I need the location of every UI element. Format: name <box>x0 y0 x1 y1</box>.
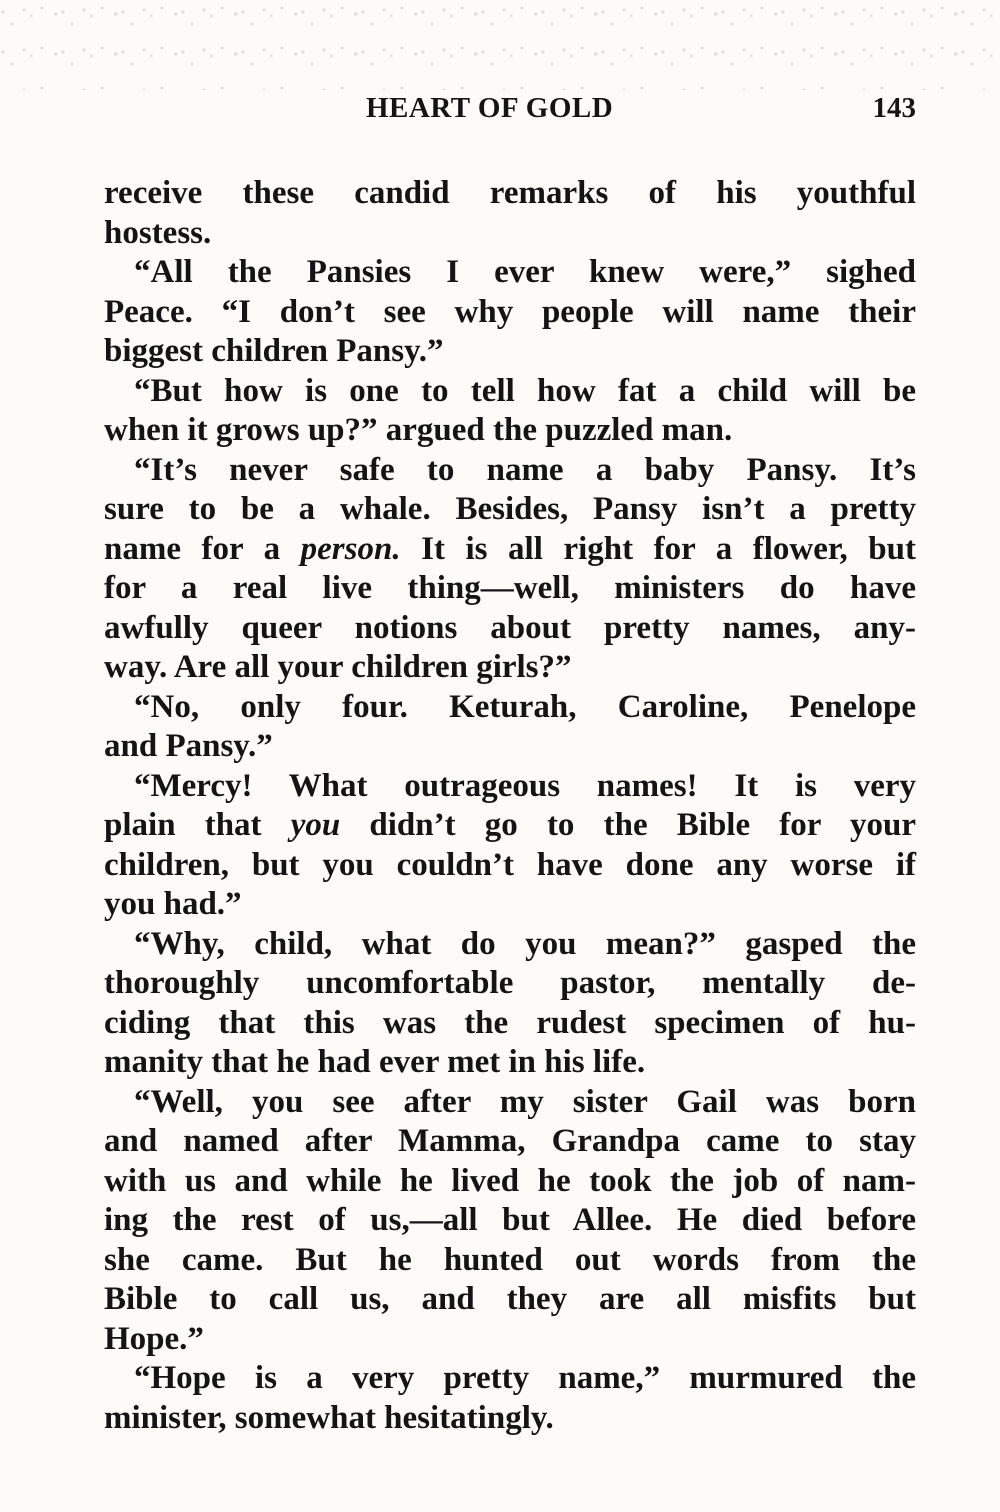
paper-speckle <box>0 0 1000 90</box>
text-line: ing the rest of us,—all but Allee. He died before <box>104 1202 916 1238</box>
text-segment: plain that <box>104 807 291 843</box>
text-line: “No, only four. Keturah, Caroline, Penelope <box>134 688 916 725</box>
text-line: “Well, you see after my sister Gail was born <box>134 1083 916 1120</box>
text-line: thoroughly uncomfortable pastor, mentally de- <box>104 965 916 1001</box>
text-line: biggest children Pansy.” <box>104 333 444 369</box>
text-line: “Hope is a very pretty name,” murmured the <box>134 1360 916 1396</box>
text-line: “It’s never safe to name a baby Pansy. It’s <box>134 451 916 488</box>
text-line: “Why, child, what do you mean?” gasped the <box>134 925 916 962</box>
text-line: and Pansy.” <box>104 728 273 764</box>
text-line: receive these candid remarks of his youthful <box>104 175 916 211</box>
text-line: Hope.” <box>104 1320 204 1357</box>
text-line: for a real live thing—well, ministers do have <box>104 570 916 606</box>
text-line: “Mercy! What outrageous names! It is very <box>134 767 916 804</box>
text-line: when it grows up?” argued the puzzled man. <box>104 412 733 448</box>
text-line: she came. But he hunted out words from the <box>104 1241 916 1278</box>
text-line: you had.” <box>104 886 242 922</box>
text-line: Bible to call us, and they are all misfits but <box>104 1281 916 1317</box>
text-line: way. Are all your children girls?” <box>104 649 572 685</box>
text-line: manity that he had ever met in his life. <box>104 1044 646 1080</box>
text-line: children, but you couldn’t have done any worse if <box>104 846 916 883</box>
text-line <box>104 530 916 570</box>
text-line: and named after Mamma, Grandpa came to stay <box>104 1123 916 1159</box>
body-text <box>104 174 916 1438</box>
text-line: “All the Pansies I ever knew were,” sighed <box>134 254 916 290</box>
text-line: minister, somewhat hesitatingly. <box>104 1399 554 1436</box>
running-title: HEART OF GOLD <box>366 92 614 124</box>
text-line: “But how is one to tell how fat a child will be <box>134 372 916 409</box>
italic-word: you <box>290 807 341 843</box>
text-line: with us and while he lived he took the job of nam- <box>104 1162 916 1199</box>
italic-word: person. <box>300 530 401 567</box>
text-segment: didn’t go to the Bible for your <box>340 807 916 843</box>
text-line <box>104 806 916 846</box>
page-number: 143 <box>872 92 916 124</box>
text-segment: name for a <box>104 530 301 567</box>
text-line: sure to be a whale. Besides, Pansy isn’t a pretty <box>104 491 916 527</box>
text-line: hostess. <box>104 214 212 251</box>
text-segment: It is all right for a flower, but <box>400 530 916 567</box>
page-header <box>104 92 916 132</box>
text-line: ciding that this was the rudest specimen of hu- <box>104 1004 916 1041</box>
text-line: awfully queer notions about pretty names, any- <box>104 609 916 646</box>
text-line: Peace. “I don’t see why people will name their <box>104 293 916 330</box>
